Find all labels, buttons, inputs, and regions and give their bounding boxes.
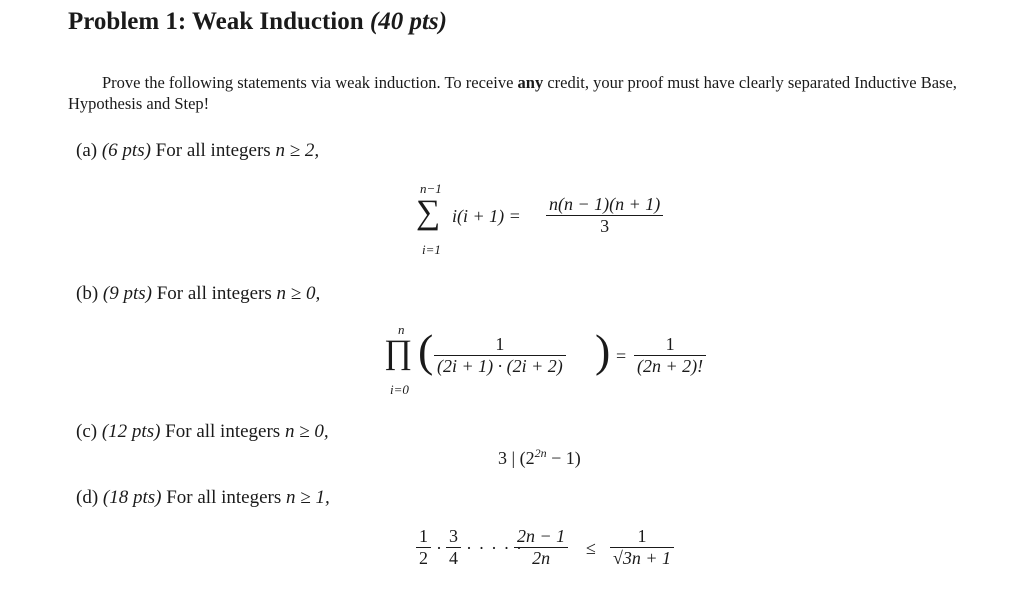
title-points: (40 pts) <box>369 8 447 35</box>
fraction-d1 <box>416 526 431 569</box>
fraction-d3-numerator: 2n − 1 <box>514 526 568 548</box>
fraction-d4-numerator: 1 <box>610 526 674 548</box>
equation-c-exponent: 2n <box>534 446 547 460</box>
fraction-d4 <box>610 526 674 569</box>
fraction-d3 <box>514 526 568 569</box>
equation-c-right: − 1) <box>546 448 581 468</box>
part-b-text: For all integers <box>156 283 272 304</box>
fraction-d2-denominator: 4 <box>449 548 458 568</box>
part-b-points: (9 pts) <box>102 283 152 304</box>
intro-text-after: credit, your proof must have clearly separated Inductive Base, Hypothesis and Step! <box>68 73 957 113</box>
problem-title <box>68 8 447 36</box>
ellipsis-dots: · · · · · <box>466 538 523 558</box>
part-a-text: For all integers <box>155 140 271 161</box>
part-c-text: For all integers <box>165 421 281 442</box>
part-a-condition: n ≥ 2, <box>275 140 320 161</box>
part-b-label: (b) <box>76 283 99 304</box>
part-c-points: (12 pts) <box>101 421 161 442</box>
part-a-label: (a) <box>76 140 98 161</box>
fraction-a <box>546 194 663 237</box>
part-a-points: (6 pts) <box>101 140 151 161</box>
equation-c <box>498 446 581 469</box>
part-c-statement <box>76 421 329 443</box>
fraction-a-numerator: n(n − 1)(n + 1) <box>546 194 663 216</box>
right-paren: ) <box>595 325 611 376</box>
left-paren: ( <box>418 325 434 376</box>
fraction-d2 <box>446 526 461 569</box>
part-a-statement <box>76 140 319 162</box>
equals-sign-b: = <box>616 346 627 366</box>
equation-c-left: 3 | (2 <box>498 448 535 468</box>
fraction-a-denominator: 3 <box>600 216 610 236</box>
part-d-condition: n ≥ 1, <box>286 487 330 508</box>
product-lower-limit: i=0 <box>390 382 409 397</box>
fraction-d3-denominator: 2n <box>532 548 551 568</box>
instructions-paragraph <box>68 72 998 114</box>
part-b-statement <box>76 283 320 305</box>
part-b-condition: n ≥ 0, <box>276 283 321 304</box>
fraction-d4-denominator: √3n + 1 <box>613 548 672 568</box>
part-d-label: (d) <box>76 487 99 508</box>
sum-term: i(i + 1) = <box>452 206 521 226</box>
fraction-d1-numerator: 1 <box>416 526 431 548</box>
fraction-d2-numerator: 3 <box>446 526 461 548</box>
dot-d: · <box>436 538 442 558</box>
fraction-b-right-denominator: (2n + 2)! <box>637 356 704 376</box>
part-d-points: (18 pts) <box>102 487 162 508</box>
fraction-b-right-numerator: 1 <box>634 334 706 356</box>
sum-upper-limit: n−1 <box>420 181 442 196</box>
part-c-label: (c) <box>76 421 98 442</box>
part-c-condition: n ≥ 0, <box>284 421 329 442</box>
summation-symbol: ∑ <box>416 194 441 231</box>
part-d-text: For all integers <box>166 487 282 508</box>
fraction-b-denominator: (2i + 1) · (2i + 2) <box>437 356 563 376</box>
intro-emphasis: any <box>517 73 544 92</box>
intro-text-before: Prove the following statements via weak induction. To receive <box>102 73 518 92</box>
leq-sign: ≤ <box>586 538 596 558</box>
fraction-b-right <box>634 334 706 377</box>
title-text: Problem 1: Weak Induction <box>68 8 364 35</box>
product-symbol: ∏ <box>384 334 412 371</box>
fraction-d1-denominator: 2 <box>419 548 428 568</box>
part-d-statement <box>76 487 330 509</box>
fraction-b <box>434 334 566 377</box>
product-upper-limit: n <box>398 322 405 337</box>
sum-lower-limit: i=1 <box>422 242 441 257</box>
fraction-b-numerator: 1 <box>434 334 566 356</box>
